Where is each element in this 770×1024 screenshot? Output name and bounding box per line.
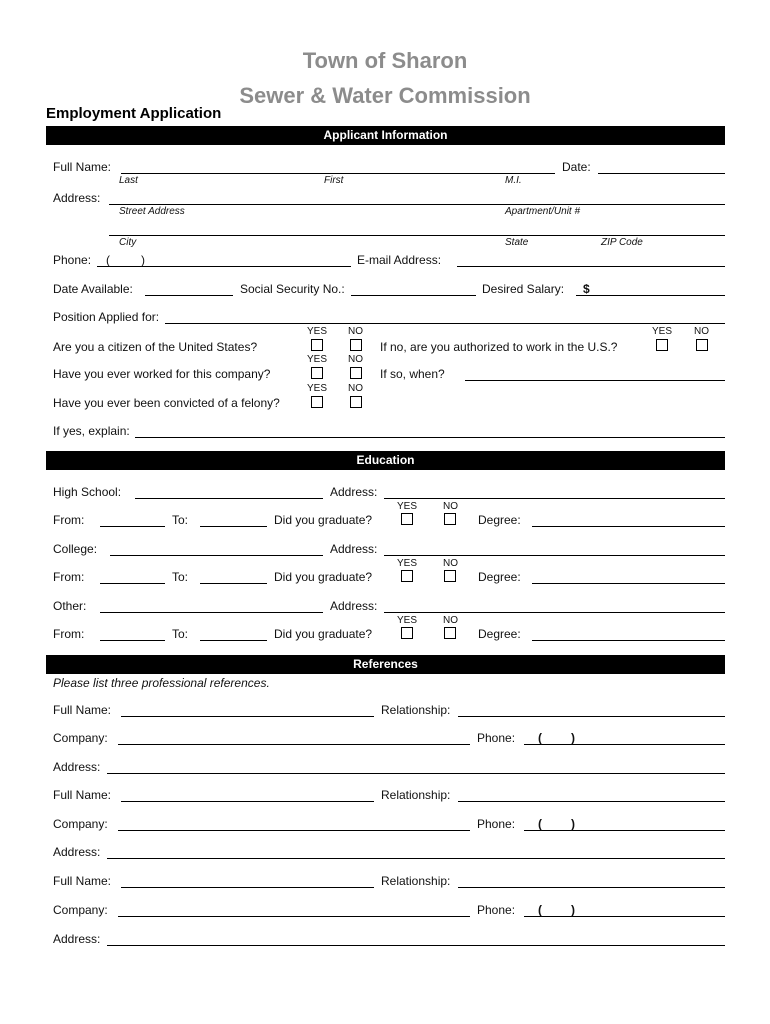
college-degree-label: Degree:: [478, 570, 521, 584]
ssn-field[interactable]: [351, 295, 476, 296]
ref1-phone-paren-close: ): [571, 731, 575, 745]
ref1-relationship-label: Relationship:: [381, 703, 451, 717]
ref1-phone-label: Phone:: [477, 731, 516, 745]
felony-no-checkbox[interactable]: [350, 396, 362, 408]
hs-from-label: From:: [53, 513, 85, 527]
address-label: Address:: [53, 191, 101, 205]
other-degree-label: Degree:: [478, 627, 521, 641]
date-label: Date:: [562, 160, 591, 174]
ref3-phone-label: Phone:: [477, 903, 516, 917]
if-so-when-label: If so, when?: [380, 367, 445, 381]
college-label: College:: [53, 542, 98, 556]
references-instruction: Please list three professional references.: [53, 676, 270, 690]
hs-degree-label: Degree:: [478, 513, 521, 527]
zip-sublabel: ZIP Code: [601, 237, 643, 248]
college-degree-field[interactable]: [532, 583, 725, 584]
authorized-yes-label: YES: [652, 326, 673, 337]
ref2-phone-label: Phone:: [477, 817, 516, 831]
hs-yes-label: YES: [397, 501, 418, 512]
ref3-company-label: Company:: [53, 903, 108, 917]
authorized-yes-checkbox[interactable]: [656, 339, 668, 351]
citizen-question: Are you a citizen of the United States?: [53, 340, 258, 354]
felony-yes-checkbox[interactable]: [311, 396, 323, 408]
ref2-full-name-field[interactable]: [121, 801, 374, 802]
ref3-full-name-field[interactable]: [121, 887, 374, 888]
college-graduate-no-checkbox[interactable]: [444, 570, 456, 582]
college-no-label: NO: [443, 558, 458, 569]
email-field[interactable]: [457, 266, 725, 267]
phone-paren-close: ): [141, 253, 145, 267]
if-yes-explain-label: If yes, explain:: [53, 424, 130, 438]
worked-yes-checkbox[interactable]: [311, 367, 323, 379]
ref1-full-name-field[interactable]: [121, 716, 374, 717]
section-education: Education: [46, 451, 725, 470]
ref2-company-field[interactable]: [118, 830, 470, 831]
date-available-label: Date Available:: [53, 282, 133, 296]
ref3-phone-field[interactable]: [524, 916, 725, 917]
last-sublabel: Last: [119, 175, 138, 186]
other-address-field[interactable]: [384, 612, 725, 613]
title-line-2: Sewer & Water Commission: [239, 83, 531, 108]
ref3-relationship-field[interactable]: [458, 887, 725, 888]
worked-question: Have you ever worked for this company?: [53, 367, 271, 381]
citizen-yes-checkbox[interactable]: [311, 339, 323, 351]
college-from-label: From:: [53, 570, 85, 584]
felony-yes-label: YES: [307, 383, 328, 394]
position-label: Position Applied for:: [53, 310, 160, 324]
authorized-no-label: NO: [694, 326, 709, 337]
ref3-phone-paren-open: (: [538, 903, 542, 917]
ref1-address-field[interactable]: [107, 773, 725, 774]
college-address-label: Address:: [330, 542, 378, 556]
felony-question: Have you ever been convicted of a felony?: [53, 396, 280, 410]
other-label: Other:: [53, 599, 87, 613]
worked-no-checkbox[interactable]: [350, 367, 362, 379]
ref1-relationship-field[interactable]: [458, 716, 725, 717]
ref2-address-label: Address:: [53, 845, 101, 859]
ref1-phone-field[interactable]: [524, 744, 725, 745]
college-graduate-yes-checkbox[interactable]: [401, 570, 413, 582]
ref2-phone-field[interactable]: [524, 830, 725, 831]
other-field[interactable]: [100, 612, 323, 613]
college-to-label: To:: [172, 570, 189, 584]
hs-to-field[interactable]: [200, 526, 267, 527]
citizen-yes-label: YES: [307, 326, 328, 337]
ref2-full-name-label: Full Name:: [53, 788, 112, 802]
worked-yes-label: YES: [307, 354, 328, 365]
authorized-no-checkbox[interactable]: [696, 339, 708, 351]
phone-field[interactable]: [97, 266, 351, 267]
explain-field[interactable]: [135, 437, 725, 438]
form-title: Employment Application: [46, 105, 222, 122]
hs-no-label: NO: [443, 501, 458, 512]
college-to-field[interactable]: [200, 583, 267, 584]
ref1-company-label: Company:: [53, 731, 108, 745]
college-graduate-question: Did you graduate?: [274, 570, 373, 584]
ref3-relationship-label: Relationship:: [381, 874, 451, 888]
city-sublabel: City: [119, 237, 137, 248]
citizen-no-label: NO: [348, 326, 363, 337]
desired-salary-field[interactable]: [576, 295, 725, 296]
first-sublabel: First: [324, 175, 344, 186]
hs-graduate-question: Did you graduate?: [274, 513, 373, 527]
email-label: E-mail Address:: [357, 253, 442, 267]
ssn-label: Social Security No.:: [240, 282, 345, 296]
ref2-phone-paren-close: ): [571, 817, 575, 831]
street-address-field[interactable]: [109, 204, 725, 205]
full-name-field[interactable]: [121, 173, 555, 174]
other-from-label: From:: [53, 627, 85, 641]
ref3-full-name-label: Full Name:: [53, 874, 112, 888]
ref3-address-label: Address:: [53, 932, 101, 946]
hs-graduate-no-checkbox[interactable]: [444, 513, 456, 525]
state-sublabel: State: [505, 237, 529, 248]
phone-paren-open: (: [106, 253, 110, 267]
city-state-zip-field[interactable]: [109, 235, 725, 236]
other-graduate-no-checkbox[interactable]: [444, 627, 456, 639]
title-line-1: Town of Sharon: [302, 48, 468, 73]
hs-from-field[interactable]: [100, 526, 165, 527]
hs-graduate-yes-checkbox[interactable]: [401, 513, 413, 525]
other-no-label: NO: [443, 615, 458, 626]
ref1-full-name-label: Full Name:: [53, 703, 112, 717]
high-school-address-label: Address:: [330, 485, 378, 499]
ref1-phone-paren-open: (: [538, 731, 542, 745]
ref2-relationship-field[interactable]: [458, 801, 725, 802]
position-field[interactable]: [165, 323, 725, 324]
college-address-field[interactable]: [384, 555, 725, 556]
other-from-field[interactable]: [100, 640, 165, 641]
if-so-when-field[interactable]: [465, 380, 725, 381]
ref1-company-field[interactable]: [118, 744, 470, 745]
ref3-address-field[interactable]: [107, 945, 725, 946]
ref3-phone-paren-close: ): [571, 903, 575, 917]
college-from-field[interactable]: [100, 583, 165, 584]
other-graduate-question: Did you graduate?: [274, 627, 373, 641]
college-field[interactable]: [110, 555, 323, 556]
date-available-field[interactable]: [145, 295, 233, 296]
apartment-sublabel: Apartment/Unit #: [505, 206, 581, 217]
high-school-field[interactable]: [135, 498, 323, 499]
citizen-no-checkbox[interactable]: [350, 339, 362, 351]
other-to-label: To:: [172, 627, 189, 641]
ref2-phone-paren-open: (: [538, 817, 542, 831]
ref2-address-field[interactable]: [107, 858, 725, 859]
ref3-company-field[interactable]: [118, 916, 470, 917]
high-school-address-field[interactable]: [384, 498, 725, 499]
college-yes-label: YES: [397, 558, 418, 569]
ref2-company-label: Company:: [53, 817, 108, 831]
desired-salary-label: Desired Salary:: [482, 282, 565, 296]
mi-sublabel: M.I.: [505, 175, 522, 186]
worked-no-label: NO: [348, 354, 363, 365]
other-to-field[interactable]: [200, 640, 267, 641]
other-degree-field[interactable]: [532, 640, 725, 641]
dollar-sign: $: [583, 282, 590, 296]
date-field[interactable]: [598, 173, 725, 174]
hs-to-label: To:: [172, 513, 189, 527]
full-name-label: Full Name:: [53, 160, 112, 174]
ref2-relationship-label: Relationship:: [381, 788, 451, 802]
other-graduate-yes-checkbox[interactable]: [401, 627, 413, 639]
street-address-sublabel: Street Address: [119, 206, 185, 217]
ref1-address-label: Address:: [53, 760, 101, 774]
other-yes-label: YES: [397, 615, 418, 626]
other-address-label: Address:: [330, 599, 378, 613]
high-school-label: High School:: [53, 485, 122, 499]
section-references: References: [46, 655, 725, 674]
phone-label: Phone:: [53, 253, 92, 267]
section-applicant-information: Applicant Information: [46, 126, 725, 145]
authorized-question: If no, are you authorized to work in the U.S.?: [380, 340, 618, 354]
felony-no-label: NO: [348, 383, 363, 394]
hs-degree-field[interactable]: [532, 526, 725, 527]
